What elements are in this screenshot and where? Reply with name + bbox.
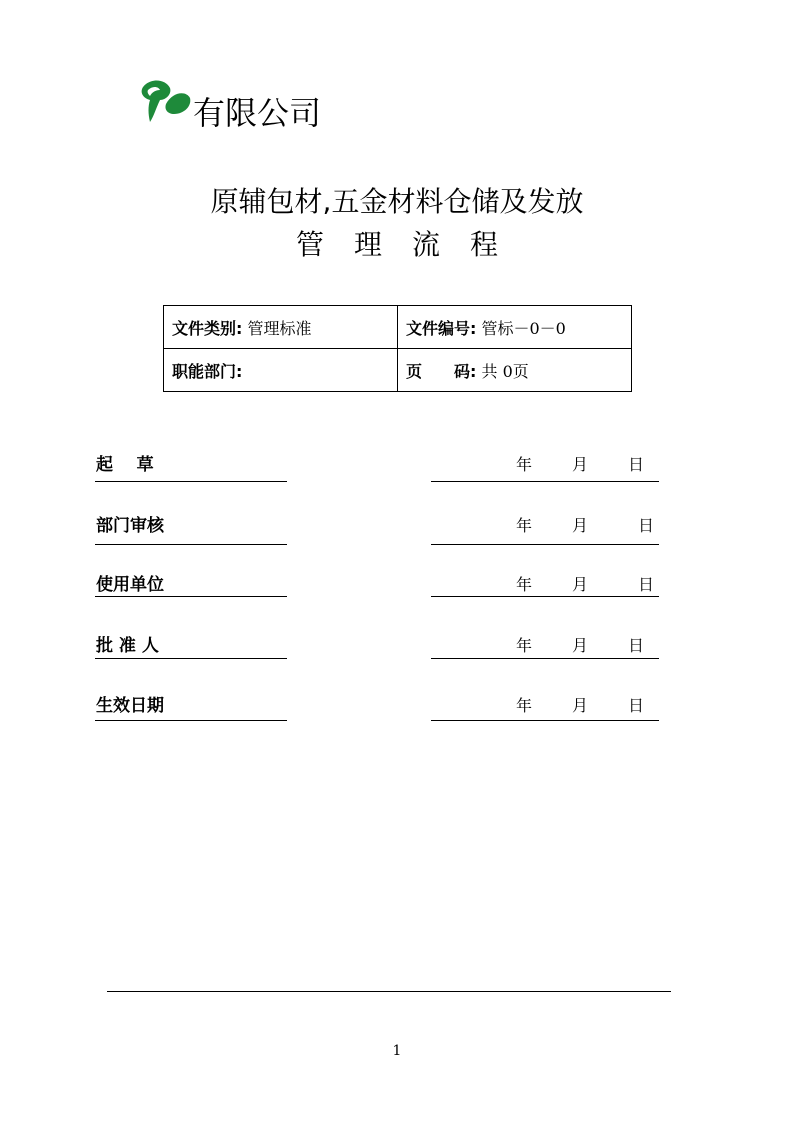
document-title: 原辅包材,五金材料仓储及发放 [210, 185, 584, 218]
sig-day-user-unit: 日 [638, 575, 655, 594]
sig-label-user-unit: 使用单位 [96, 575, 164, 595]
sig-month-dept-review: 月 [572, 516, 589, 535]
footer-divider [107, 991, 671, 992]
date-line-user-unit[interactable] [431, 596, 659, 597]
page-number: 1 [392, 1043, 402, 1059]
sig-day-approver: 日 [628, 636, 645, 655]
sig-line-draft[interactable] [95, 481, 287, 482]
category-cell [164, 306, 398, 349]
date-line-dept-review[interactable] [431, 544, 659, 545]
sig-month-user-unit: 月 [572, 575, 589, 594]
pages-value: 共 0页 [481, 361, 529, 381]
sig-day-dept-review: 日 [638, 516, 655, 535]
sig-month-draft: 月 [572, 455, 589, 474]
sig-month-effective-date: 月 [572, 696, 589, 715]
document-info-table [163, 305, 632, 392]
sig-line-approver[interactable] [95, 658, 287, 659]
sig-line-dept-review[interactable] [95, 544, 287, 545]
sig-label-dept-review: 部门审核 [96, 516, 164, 536]
company-logo [136, 78, 192, 126]
sig-day-draft: 日 [628, 455, 645, 474]
sig-line-user-unit[interactable] [95, 596, 287, 597]
dept-cell [164, 349, 398, 392]
pages-cell [398, 349, 632, 392]
doc-no-cell [398, 306, 632, 349]
dept-label: 职能部门: [172, 361, 243, 381]
doc-no-value: 管标－0－0 [481, 318, 566, 338]
sig-line-effective-date[interactable] [95, 720, 287, 721]
sig-day-effective-date: 日 [628, 696, 645, 715]
date-line-draft[interactable] [431, 481, 659, 482]
sig-year-approver: 年 [516, 636, 533, 655]
date-line-effective-date[interactable] [431, 720, 659, 721]
sig-year-effective-date: 年 [516, 696, 533, 715]
sig-month-approver: 月 [572, 636, 589, 655]
sig-label-effective-date: 生效日期 [96, 696, 164, 716]
company-name: 有限公司 [193, 94, 322, 132]
sig-year-user-unit: 年 [516, 575, 533, 594]
sig-label-approver: 批 准 人 [96, 636, 159, 656]
pages-label: 页 码: [406, 361, 477, 381]
info-row-dept [164, 349, 632, 392]
info-row-category [164, 306, 632, 349]
sig-label-draft: 起 草 [96, 455, 154, 475]
sig-year-draft: 年 [516, 455, 533, 474]
doc-no-label: 文件编号: [406, 318, 477, 338]
document-subtitle: 管理流程 [295, 228, 528, 261]
date-line-approver[interactable] [431, 658, 659, 659]
category-label: 文件类别: [172, 318, 243, 338]
category-value: 管理标准 [247, 318, 312, 338]
sig-year-dept-review: 年 [516, 516, 533, 535]
